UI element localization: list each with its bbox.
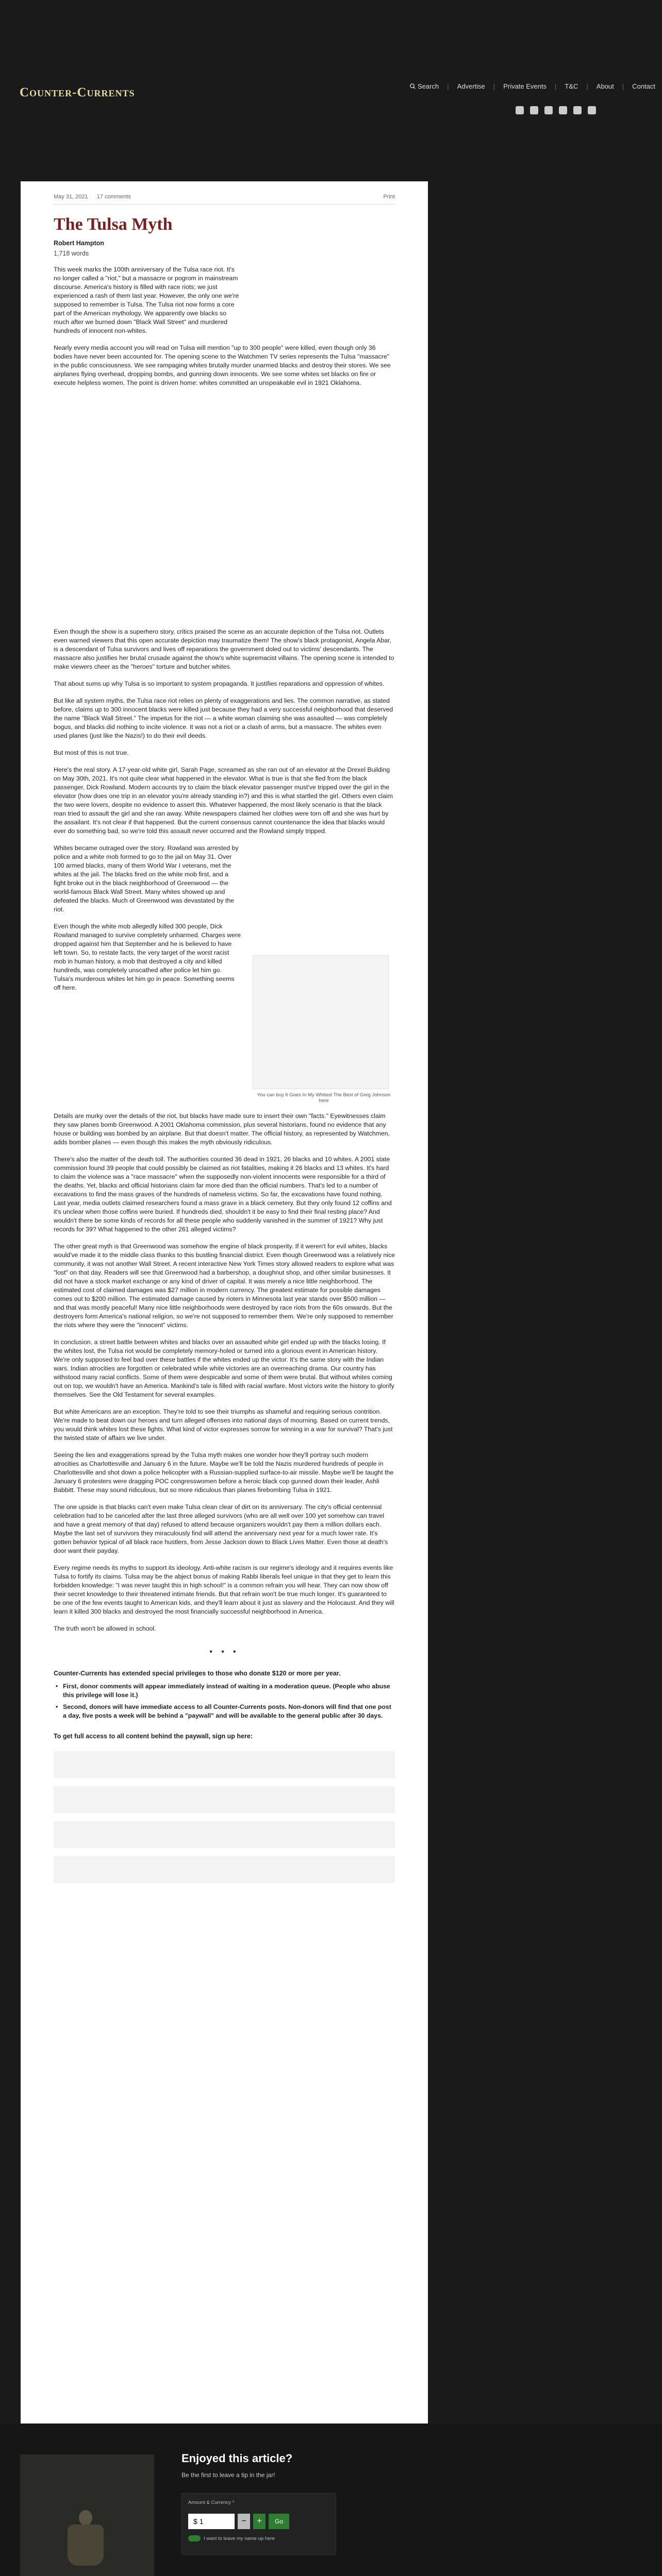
- subscription-option[interactable]: [54, 1751, 395, 1778]
- social-icons: [516, 106, 596, 114]
- paragraph: There's also the matter of the death toll. The authorities counted 36 dead in 1921, 26 blacks and 10 whites. A 2001 state commission found 39 people that could possibly be claimed as riot fatalities, making it 26 blacks and 13 whites. It's hard to claim the violence was a "race massacre" when the supposedly non-violent innocents were responsible for a third of the deaths. Yet, blacks and official historians claim far more died than the official numbers. That's led to a number of excavations to find the mass graves of the hundreds of nameless victims. So far, the excavations have found nothing. Last year, media outlets claimed researchers found a mass grave in a black cemetery. But they only found 12 coffins and it's unclear when those coffins were buried. If hundreds died, shouldn't it be easy to find their final resting place? And wouldn't there be some kinds of records for all these people who suddenly vanished in the summer of 1921? Why just records for 39? What happened to the other 261 alleged victims?: [54, 1156, 392, 1233]
- paragraph: The other great myth is that Greenwood was somehow the engine of black prosperity. If it weren't for evil whites, blacks would've made it to the middle class thanks to this bustling financial district. Even though Greenwood was a relatively nice community, it was not another Wall Street. A recent interactive New York Times story allowed readers to explore what was "lost" on that day. Readers will see that Greenwood had a barbershop, a doughnut shop, and other similar businesses. It did not have a stock market exchange or any kind of driver of capital. It was merely a nice little neighborhood. The estimated cost of claimed damages was $27 million in modern currency. The greatest estimate for possible damages comes out to $200 million. The estimated damage caused by rioters in Minnesota last year stands over $500 million — and that was mostly peaceful! Many nice little neighborhoods were destroyed by race riots from the 60s onwards. But the destroyers form America's national religion, so we're not supposed to remember them. We're only supposed to remember the riots where they were the "innocent" victims.: [54, 1243, 395, 1329]
- top-nav: [410, 82, 655, 90]
- amount-row: [188, 2514, 329, 2529]
- jar-body: [68, 2524, 104, 2566]
- paragraph: Details are murky over the details of the riot, but blacks have made sure to insert their own "facts." Eyewitnesses claim they saw planes bomb Greenwood. A 2001 Oklahoma commission, plus several historians, found no evidence that any house or building was bombed by an airplane. But that doesn't matter. The official history, as represented by Watchmen, adds bomber planes — even though this makes the myth obviously ridiculous.: [54, 1112, 390, 1146]
- nav-tc[interactable]: T&C: [565, 82, 578, 90]
- increment-button[interactable]: +: [253, 2514, 266, 2529]
- x-icon[interactable]: [544, 106, 553, 114]
- minds-icon[interactable]: [573, 106, 582, 114]
- paragraph: Whites became outraged over the story. Rowland was arrested by police and a white mob formed to go to the jail on May 31. Over 100 armed blacks, many of them World War I veterans, met the whites at the jail. The blacks fired on the white mob first, and a fight broke out in the black neighborhood of Greenwood — the world-famous Black Wall Street. Many whites showed up and defeated the blacks. Much of Greenwood was devastated by the riot.: [54, 844, 239, 913]
- paragraph: The one upside is that blacks can't even make Tulsa clean clear of dirt on its anniversary. The city's official centennial celebration had to be canceled after the last three alleged survivors (who are all well over 100 yet somehow can travel and have a great memory of that day) refused to attend because organizers wouldn't pay them a million dollars each. Maybe the last set of survivors they miraculously find will attend the anniversary next year for a much lower rate. It's gotten behavior typical of all black race hustlers, from Jesse Jackson down to Black Lives Matter. Even those at death's door want their payday.: [54, 1503, 388, 1554]
- rss-icon[interactable]: [516, 106, 524, 114]
- paragraph: Even though the show is a superhero story, critics praised the scene as an accurate depiction of the Tulsa riot. Outlets even warned viewers that this open accurate depiction may traumatize them! The show's black protagonist, Angela Abar, is a descendant of Tulsa survivors and lives off reparations the government doled out to victims' descendants. The massacre also justifies her brutal crusade against the show's white supremacist villains. The opening scene is intended to make viewers cheer as the "heroes" torture and butcher whites.: [54, 628, 394, 670]
- article-title: The Tulsa Myth: [54, 215, 173, 234]
- jar-lid: [79, 2510, 92, 2526]
- donor-notice-item: • First, donor comments will appear immediately instead of waiting in a moderation queue. (People who abuse this privilege will lose it.): [54, 1682, 395, 1700]
- float-wrap: [54, 844, 395, 1104]
- site-logo[interactable]: Counter-Currents: [20, 86, 135, 99]
- paywall-cta: To get full access to all content behind the paywall, sign up here:: [54, 1733, 253, 1740]
- paragraph: But white Americans are an exception. They're told to see their triumphs as shameful and requiring serious contrition. We're made to beat down our heroes and turn alleged offenses into national days of mourning. Based on current trends, you would think whites lost these fights. What kind of victor expresses sorrow for winning in a war for survival? That's just the twisted state of affairs we live under.: [54, 1408, 393, 1442]
- donor-notice-heading: Counter-Currents has extended special privileges to those who donate $120 or more per year.: [54, 1670, 341, 1677]
- nav-separator: |: [447, 82, 449, 90]
- show-name-toggle[interactable]: [188, 2535, 201, 2541]
- section-divider: • • •: [209, 1647, 239, 1657]
- book-cover-image[interactable]: [253, 955, 389, 1089]
- nav-advertise[interactable]: Advertise: [457, 82, 485, 90]
- amount-input[interactable]: [188, 2514, 235, 2529]
- search-icon: [410, 83, 416, 89]
- currency-symbol: $: [193, 2517, 197, 2526]
- paragraph: The truth won't be allowed in school.: [54, 1625, 156, 1632]
- word-count: 1,718 words: [54, 250, 89, 257]
- article-meta: [54, 194, 395, 205]
- go-button[interactable]: Go: [269, 2514, 289, 2529]
- subscription-option[interactable]: [54, 1786, 395, 1813]
- tip-jar-title: Enjoyed this article?: [181, 2452, 293, 2465]
- article-comments-link[interactable]: 17 comments: [96, 194, 131, 200]
- nav-search[interactable]: [410, 82, 439, 90]
- nav-separator: |: [555, 82, 557, 90]
- nav-private-events[interactable]: Private Events: [503, 82, 547, 90]
- paragraph: In conclusion, a street battle between whites and blacks over an assaulted white girl ended up with the blacks losing. If the whites lost, the Tulsa riot would be completely memory-holed or turned into a glorious event in American history. We're only supposed to feel bad over these battles if the whites ended up the victor. It's the same story with the Indian wars. Indian atrocities are forgotten or celebrated while white victories are an overreaching drama. Our country has withstood many racial conflicts. Some of them were despicable and some of them were brutal. But without whites coming out on top, we wouldn't have an America. Mankind's tale is filled with racial warfare. Most victors write the history to glorify themselves. See the Old Testament for several examples.: [54, 1338, 394, 1398]
- show-name-label: I want to leave my name up here: [204, 2535, 275, 2541]
- paragraph: Nearly every media account you will read on Tulsa will mention "up to 300 people" were killed, even though only 36 bodies have never been accounted for. The opening scene to the Watchmen TV series represents the Tulsa "massacre" in the public consciousness. We see rampaging whites brutally murder unarmed blacks and destroy their stores. We see airplanes flying overhead, dropping bombs, and gunning down innocents. We see some whites set blacks on fire or execute helpless women. The point is driven home: whites committed an unspeakable evil in 1921 Oklahoma.: [54, 344, 391, 386]
- print-button[interactable]: Print: [383, 194, 395, 200]
- paragraph: Seeing the lies and exaggerations spread by the Tulsa myth makes one wonder how they'll portray such modern atrocities as Charlottesville and January 6 in the future. Maybe we'll be told the Nazis murdered hundreds of people in Charlottesville and shot down a police helicopter with a Russian-supplied surface-to-air missile. Maybe we'll be taught the January 6 protesters were dragging POC congresswomen before a heroic black cop gunned down their leader, Ashli Babbitt. These may sound ridiculous, but so more ridiculous than planes firebombing Tulsa in 1921.: [54, 1451, 394, 1494]
- donor-notice-list: [54, 1682, 395, 1720]
- paragraph: Even though the white mob allegedly killed 300 people, Dick Rowland managed to survive completely unharmed. Charges were dropped against him that September and he is believed to have left town. So, to restate facts, the very target of the worst racist mob in human history, a mob that destroyed a city and killed hundreds, was completely unscathed after police let him go. Tulsa's murderous whites let him go in peace. Something seems off here.: [54, 923, 241, 991]
- email-icon[interactable]: [588, 106, 596, 114]
- tip-jar-section: [0, 2424, 662, 2576]
- subscription-option[interactable]: [54, 1821, 395, 1848]
- subscription-option[interactable]: [54, 1856, 395, 1883]
- telegram-icon[interactable]: [530, 106, 538, 114]
- nav-separator: |: [622, 82, 624, 90]
- paragraph: Here's the real story. A 17-year-old white girl, Sarah Page, screamed as she ran out of an elevator at the Drexel Building on May 30th, 2021. It's not quite clear what happened in the elevator. What is true is that she fled from the black passenger, Dick Rowland. Modern accounts try to claim the black elevator passenger must've tripped over the girl in the elevator (how does one trip in an elevator you're already standing in?) and this is what startled the girl. Others even claim the two were lovers, despite no evidence to assert this. Whatever happened, the most likely scenario is that the black man tried to assault the girl and she ran away. White newspapers claimed her clothes were torn off and she was hurt by the assailant. It's not clear if that happened. But the current consensus cannot countenance the idea that blacks would ever do something bad, so we're told this assault never occurred and the Rowland simply tripped.: [54, 766, 393, 835]
- nav-separator: |: [586, 82, 588, 90]
- video-embed-placeholder: [54, 387, 395, 619]
- book-ad[interactable]: [253, 844, 395, 1104]
- show-name-toggle-row: [188, 2535, 329, 2541]
- decrement-button[interactable]: −: [238, 2514, 250, 2529]
- nav-about[interactable]: About: [596, 82, 614, 90]
- donor-notice-item: • Second, donors will have immediate access to all Counter-Currents posts. Non-donors will find that one post a day, five posts a week will be behind a "paywall" and will be available to the general public after 30 days.: [54, 1703, 395, 1720]
- gab-icon[interactable]: [559, 106, 567, 114]
- paragraph: This week marks the 100th anniversary of the Tulsa race riot. It's no longer called a "riot," but a massacre or pogrom in mainstream discourse. America's history is filled with race riots; we just experienced a rash of them last year. However, the only one we're supposed to remember is Tulsa. The Tulsa riot now forms a core part of the American mythology. We apparently owe blacks so much after we burned down "Black Wall Street" and murdered hundreds of innocent non-whites.: [54, 266, 239, 334]
- article-date: May 31, 2021: [54, 194, 88, 200]
- paragraph: But like all system myths, the Tulsa race riot relies on plenty of exaggerations and lies. The common narrative, as stated before, claims up to 300 innocent blacks were killed just because they had a very successful neighborhood that deserved the name "Black Wall Street." The impetus for the riot — a white woman claiming she was assaulted — was completely bogus, and blacks did nothing to incite violence. It was not a riot or a clash of arms, but a massacre. The whites even used planes (just like the Nazis!) to do their evil deeds.: [54, 697, 393, 739]
- tip-form: [181, 2493, 336, 2555]
- article-card: [21, 181, 428, 2424]
- amount-label: Amount & Currency *: [188, 2500, 235, 2505]
- nav-contact[interactable]: Contact: [632, 82, 655, 90]
- float-text: [54, 844, 241, 1104]
- article-author[interactable]: Robert Hampton: [54, 240, 104, 247]
- book-caption: You can buy It Goes In My Whitest The Best of Greg Johnson here: [257, 1092, 391, 1104]
- paragraph: That about sums up why Tulsa is so important to system propaganda. It justifies reparations and oppression of whites.: [54, 680, 385, 687]
- nav-separator: |: [493, 82, 495, 90]
- tip-jar-image: [20, 2454, 154, 2576]
- subscription-options: [54, 1751, 395, 1883]
- amount-value: 1: [199, 2517, 204, 2526]
- paragraph: Every regime needs its myths to support its ideology. Anti-white racism is our regime's ideology and it requires events like Tulsa to fortify its claims. Tulsa may be the abject bonus of making Rabbi liberals feel unique in that they get to learn this forbidden knowledge: "I was never taught this in high school!" is a common refrain you will hear. They can now show off their secret knowledge to their threatened intimate friends. But that refrain won't be true much longer. It's guaranteed to be one of the few events taught to American kids, and they'll learn about it just as slavery and the Holocaust. And they will learn it killed 300 blacks and destroyed the most financially successful neighborhood in America.: [54, 1564, 394, 1615]
- nav-search-label: Search: [418, 82, 439, 90]
- site-header: [0, 0, 662, 135]
- tip-jar-subtitle: Be the first to leave a tip in the jar!: [181, 2471, 275, 2479]
- paragraph: But most of this is not true.: [54, 749, 129, 756]
